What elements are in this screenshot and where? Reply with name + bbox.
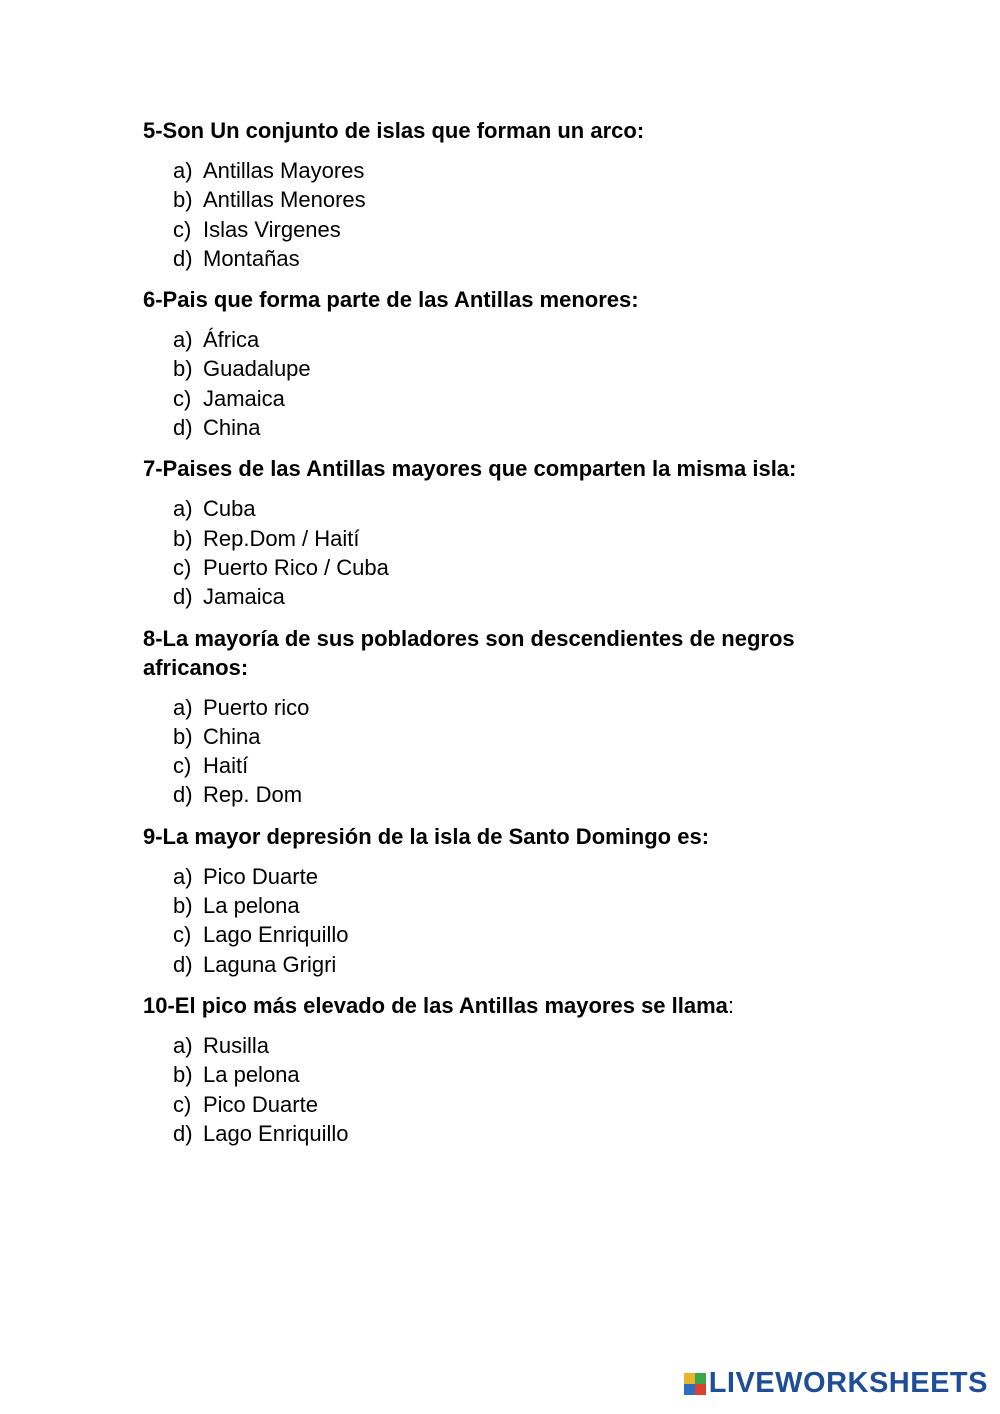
option-list (143, 156, 903, 273)
logo-tile (684, 1373, 695, 1384)
question-6 (143, 285, 903, 442)
option-a[interactable]: a) África (173, 327, 260, 353)
question-8 (143, 624, 903, 810)
liveworksheets-logo (684, 1367, 988, 1400)
option-c[interactable]: c) Islas Virgenes (173, 216, 341, 242)
worksheet-page (143, 116, 903, 1160)
option-d[interactable]: d) Rep. Dom (173, 782, 303, 808)
option-b[interactable]: b) China (173, 723, 261, 749)
logo-tile (695, 1373, 706, 1384)
option-c[interactable]: c) Pico Duarte (173, 1091, 318, 1117)
option-b[interactable]: b) Guadalupe (173, 356, 311, 382)
option-list (143, 693, 903, 810)
option-b[interactable]: b) Rep.Dom / Haití (173, 525, 360, 551)
option-b[interactable]: b) La pelona (173, 893, 300, 919)
liveworksheets-logo-icon (684, 1373, 706, 1395)
question-title: 10-El pico más elevado de las Antillas mayores se llama: (143, 992, 735, 1018)
option-c[interactable]: c) Puerto Rico / Cuba (173, 554, 389, 580)
option-d[interactable]: d) China (173, 415, 261, 441)
option-a[interactable]: a) Cuba (173, 496, 256, 522)
option-list (143, 862, 903, 979)
option-list (143, 325, 903, 442)
option-a[interactable]: a) Antillas Mayores (173, 158, 365, 183)
option-c[interactable]: c) Lago Enriquillo (173, 922, 349, 948)
option-a[interactable]: a) Rusilla (173, 1032, 270, 1058)
question-title: 5-Son Un conjunto de islas que forman un arco: (143, 118, 645, 143)
question-9 (143, 822, 903, 979)
option-list (143, 494, 903, 611)
question-7 (143, 454, 903, 611)
option-a[interactable]: a) Pico Duarte (173, 863, 318, 889)
option-b[interactable]: b) La pelona (173, 1062, 300, 1088)
question-title: 6-Pais que forma parte de las Antillas menores: (143, 287, 639, 313)
option-c[interactable]: c) Haití (173, 753, 249, 779)
option-d[interactable]: d) Laguna Grigri (173, 951, 337, 977)
option-list (143, 1031, 903, 1148)
question-10 (143, 991, 903, 1148)
option-d[interactable]: d) Montañas (173, 245, 300, 271)
question-title: 8-La mayoría de sus pobladores son descendientes de negros africanos: (143, 625, 795, 680)
option-d[interactable]: d) Jamaica (173, 584, 285, 610)
option-b[interactable]: b) Antillas Menores (173, 187, 366, 213)
question-5 (143, 116, 903, 273)
logo-tile (695, 1384, 706, 1395)
option-a[interactable]: a) Puerto rico (173, 694, 310, 720)
option-d[interactable]: d) Lago Enriquillo (173, 1120, 349, 1146)
question-title: 7-Paises de las Antillas mayores que comparten la misma isla: (143, 456, 797, 482)
question-title: 9-La mayor depresión de la isla de Santo Domingo es: (143, 823, 710, 849)
option-c[interactable]: c) Jamaica (173, 385, 285, 411)
logo-text: LIVEWORKSHEETS (708, 1367, 988, 1399)
logo-tile (684, 1384, 695, 1395)
